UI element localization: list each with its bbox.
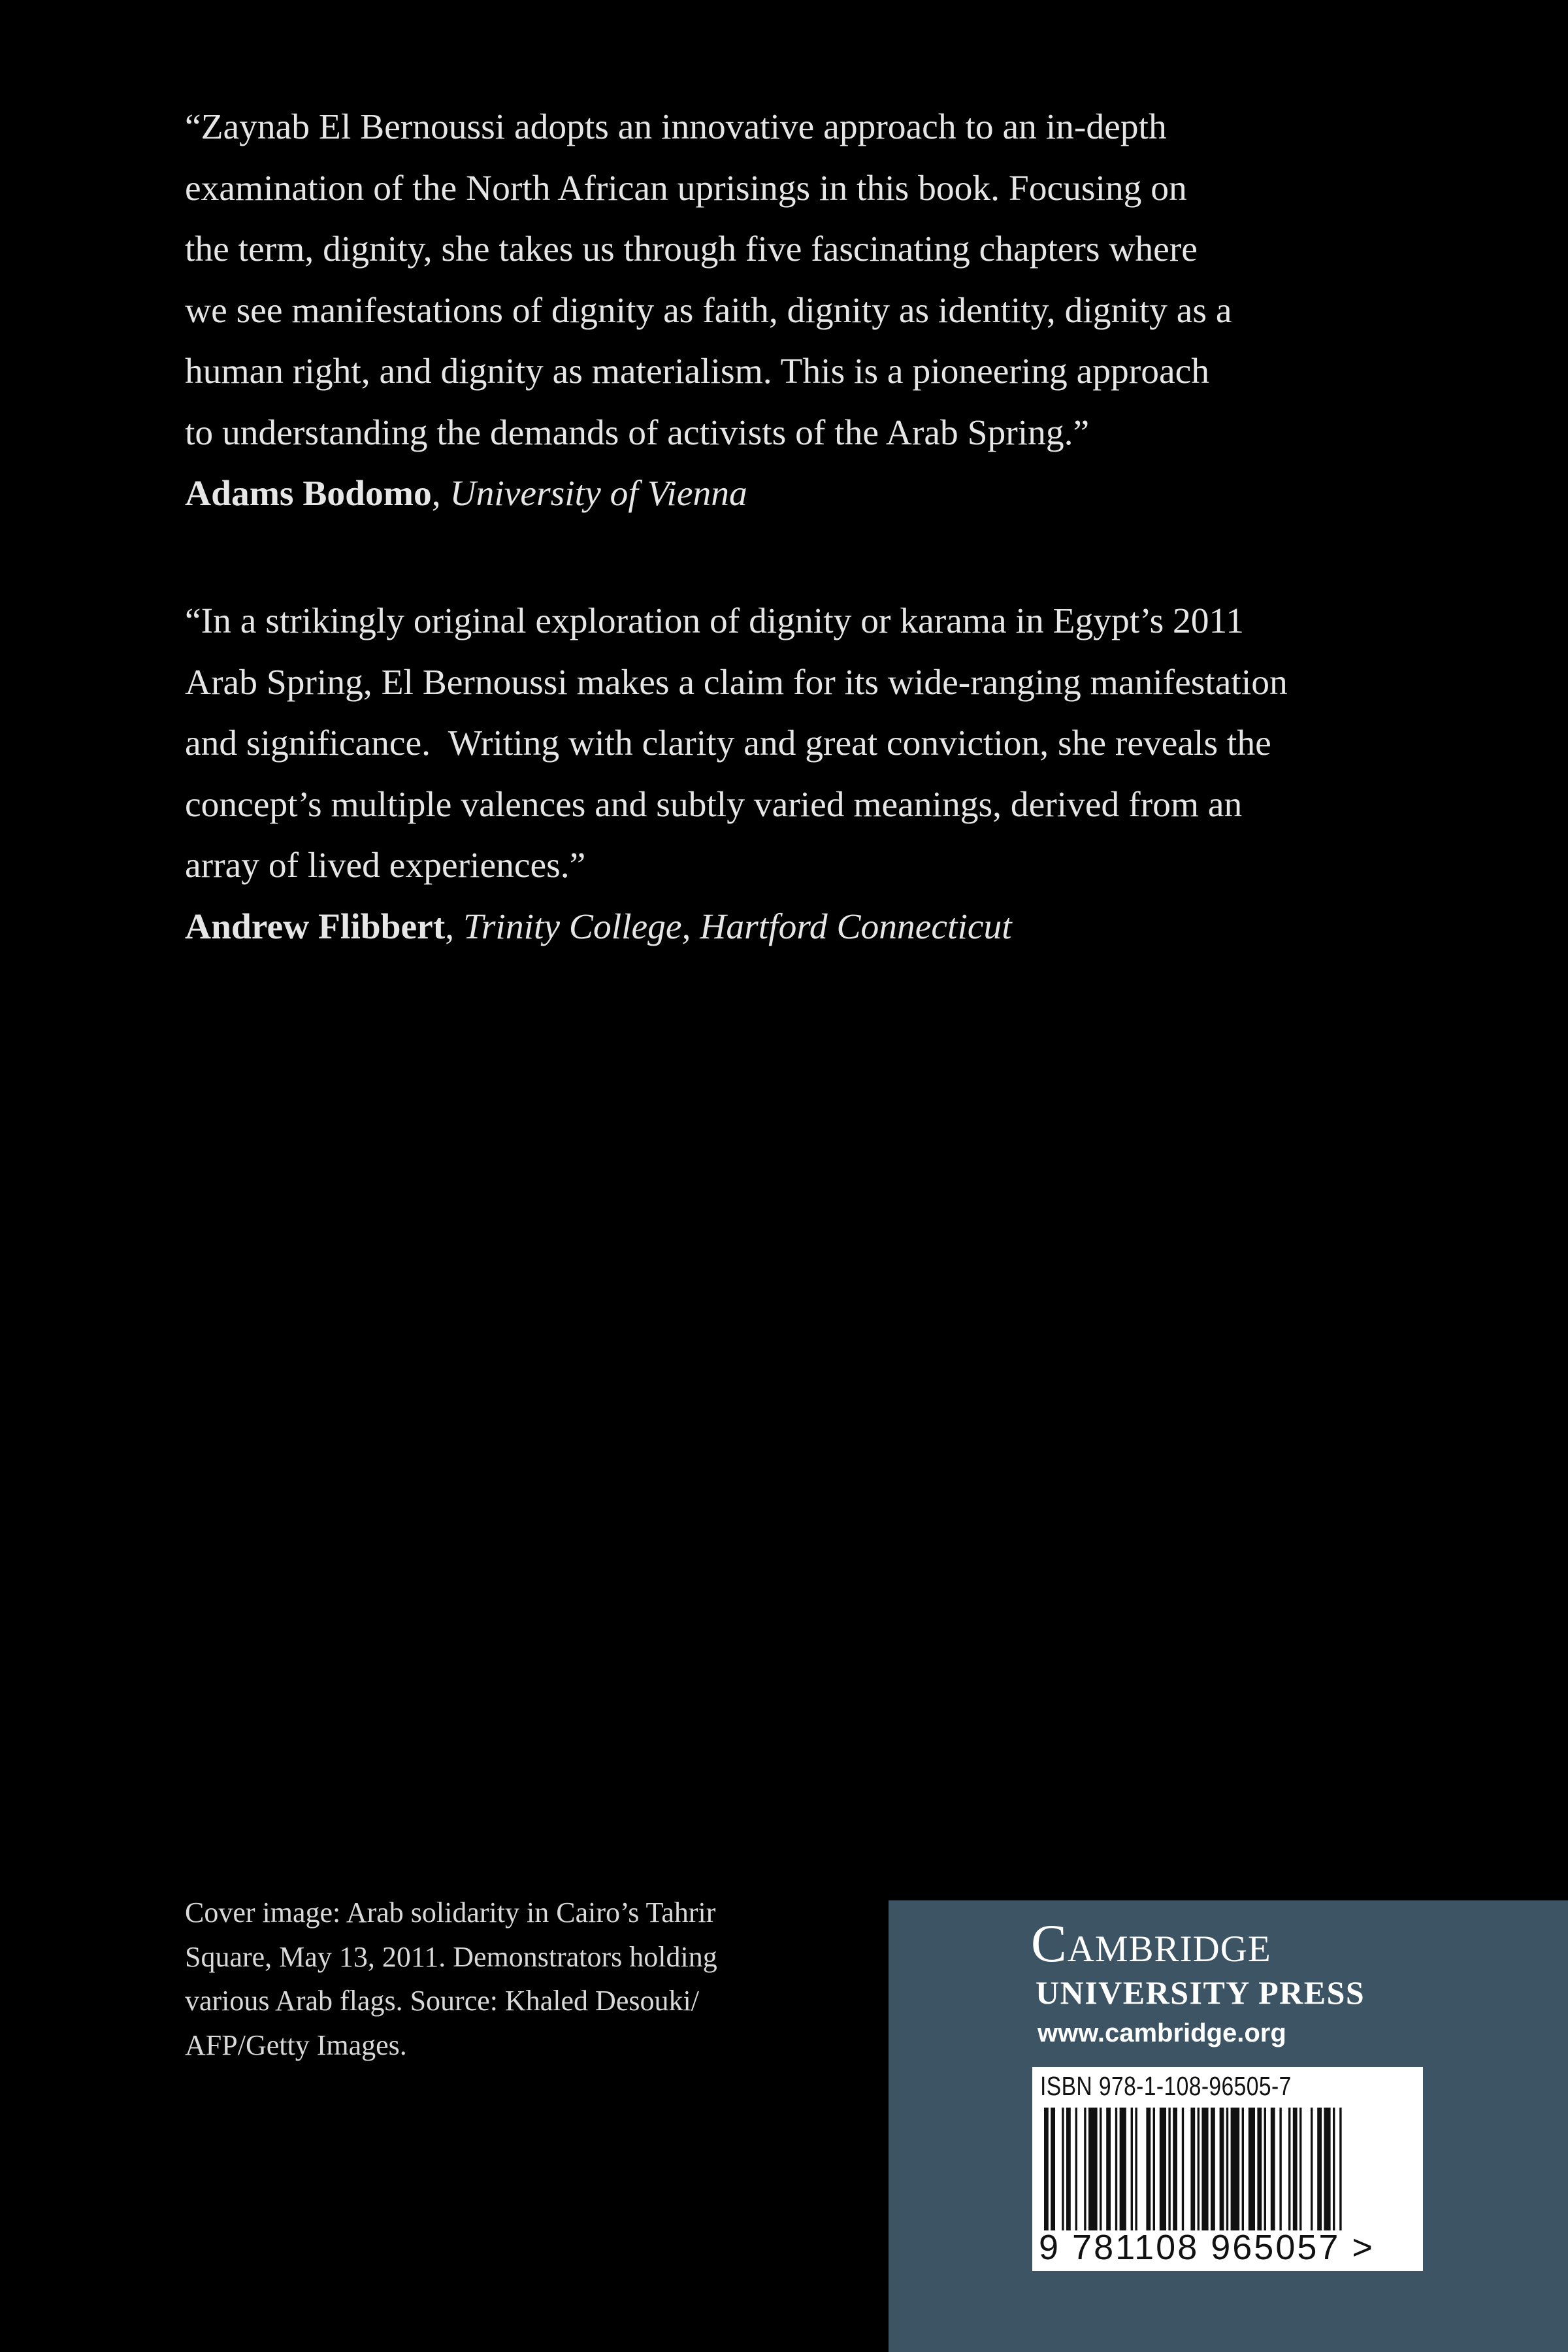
barcode-bar xyxy=(1146,2108,1151,2230)
barcode-bar xyxy=(1264,2108,1266,2230)
barcode-digits: 9 781108 965057 > xyxy=(1039,2228,1375,2267)
barcode-bar xyxy=(1190,2108,1195,2230)
blurb-adams-bodomo xyxy=(185,97,1413,525)
barcode-bar xyxy=(1231,2108,1240,2230)
blurb-line: the term, dignity, she takes us through five fascinating chapters where xyxy=(185,229,1198,269)
barcode-bar xyxy=(1051,2108,1055,2230)
credit-line: Cover image: Arab solidarity in Cairo’s Tahrir xyxy=(185,1897,716,1929)
credit-line: various Arab flags. Source: Khaled Desouki/ xyxy=(185,1985,699,2017)
barcode-bar xyxy=(1066,2108,1071,2230)
publisher-url: www.cambridge.org xyxy=(1037,2019,1286,2047)
attribution-affiliation: University of Vienna xyxy=(449,474,747,514)
blurb-line: human right, and dignity as materialism. This is a pioneering approach xyxy=(185,352,1210,391)
barcode-bar xyxy=(1324,2108,1330,2230)
blurb-line: “Zaynab El Bernoussi adopts an innovative approach to an in-depth xyxy=(185,107,1167,147)
barcode-bar xyxy=(1088,2108,1098,2230)
barcode-bar xyxy=(1317,2108,1322,2230)
barcode-bar xyxy=(1044,2108,1049,2230)
isbn-barcode xyxy=(1032,2067,1423,2271)
barcode-bars xyxy=(1041,2108,1414,2230)
barcode-bar xyxy=(1339,2108,1341,2230)
barcode-bar xyxy=(1062,2108,1064,2230)
barcode-bar xyxy=(1211,2108,1215,2230)
barcode-bar xyxy=(1299,2108,1301,2230)
barcode-bar xyxy=(1198,2108,1200,2230)
credit-line: AFP/Getty Images. xyxy=(185,2029,407,2061)
barcode-bar xyxy=(1153,2108,1155,2230)
barcode-bar xyxy=(1106,2108,1111,2230)
blurb-line: we see manifestations of dignity as faith, dignity as identity, dignity as a xyxy=(185,290,1232,331)
barcode-bar xyxy=(1288,2108,1290,2230)
barcode-bar xyxy=(1226,2108,1228,2230)
barcode-bar xyxy=(1201,2108,1208,2230)
barcode-bar xyxy=(1220,2108,1224,2230)
barcode-bar xyxy=(1135,2108,1137,2230)
blurb-line: array of lived experiences.” xyxy=(185,846,586,886)
barcode-bar xyxy=(1257,2108,1262,2230)
blurb-line: to understanding the demands of activists of the Arab Spring.” xyxy=(185,412,1090,453)
barcode-bar xyxy=(1293,2108,1298,2230)
barcode-bar xyxy=(1242,2108,1244,2230)
blurb-attribution: Andrew Flibbert, Trinity College, Hartford Connecticut xyxy=(185,906,1012,947)
barcode-bar xyxy=(1279,2108,1281,2230)
blurb-line: Arab Spring, El Bernoussi makes a claim for its wide-ranging manifestation xyxy=(185,662,1288,703)
barcode-bar xyxy=(1249,2108,1255,2230)
barcode-bar xyxy=(1160,2108,1166,2230)
publisher-panel xyxy=(889,1900,1568,2352)
publisher-name: Cambridge xyxy=(1031,1913,1271,1973)
barcode-bar xyxy=(1168,2108,1170,2230)
barcode-bar xyxy=(1333,2108,1335,2230)
barcode-bar xyxy=(1115,2108,1117,2230)
credit-line: Square, May 13, 2011. Demonstrators holding xyxy=(185,1940,717,1973)
barcode-bar xyxy=(1084,2108,1086,2230)
attribution-affiliation: Trinity College, Hartford Connecticut xyxy=(463,906,1012,947)
blurb-line: concept’s multiple valences and subtly varied meanings, derived from an xyxy=(185,784,1243,825)
barcode-bar xyxy=(1173,2108,1177,2230)
publisher-subtitle: UNIVERSITY PRESS xyxy=(1036,1974,1365,2011)
barcode-bar xyxy=(1311,2108,1313,2230)
blurb-line: examination of the North African uprisings in this book. Focusing on xyxy=(185,168,1187,208)
barcode-bar xyxy=(1182,2108,1184,2230)
blurb-andrew-flibbert xyxy=(185,591,1413,957)
blurb-attribution: Adams Bodomo, University of Vienna xyxy=(185,474,747,514)
isbn-label: ISBN 978-1-108-96505-7 xyxy=(1040,2071,1292,2101)
blurb-line: “In a strikingly original exploration of dignity or karama in Egypt’s 2011 xyxy=(185,601,1244,641)
barcode-bar xyxy=(1271,2108,1275,2230)
blurb-line: and significance. Writing with clarity and great conviction, she reveals the xyxy=(185,723,1271,763)
attribution-author: Adams Bodomo xyxy=(185,474,432,514)
barcode-bar xyxy=(1075,2108,1077,2230)
barcode-bar xyxy=(1100,2108,1102,2230)
barcode-bar xyxy=(1131,2108,1133,2230)
barcode-bar xyxy=(1120,2108,1126,2230)
cover-image-credit xyxy=(185,1891,825,2067)
attribution-author: Andrew Flibbert xyxy=(185,906,446,947)
